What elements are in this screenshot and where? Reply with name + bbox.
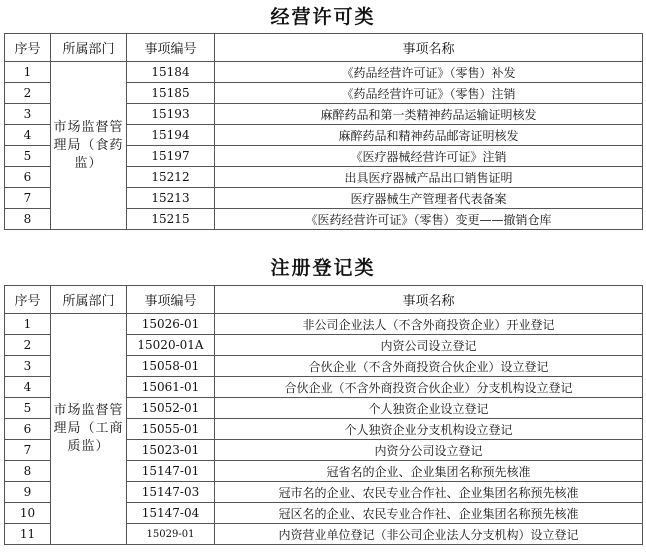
row-number: 4	[5, 377, 51, 398]
item-name: 冠省名的企业、企业集团名称预先核准	[215, 461, 643, 482]
item-name: 冠区名的企业、农民专业合作社、企业集团名称预先核准	[215, 503, 643, 524]
item-code: 15194	[127, 125, 215, 146]
item-code: 15026-01	[127, 314, 215, 335]
row-number: 3	[5, 104, 51, 125]
row-number: 2	[5, 335, 51, 356]
row-number: 7	[5, 440, 51, 461]
table-header-row	[5, 34, 643, 62]
item-name: 《药品经营许可证》（零售）补发	[215, 62, 643, 83]
item-code: 15052-01	[127, 398, 215, 419]
item-name: 出具医疗器械产品出口销售证明	[215, 167, 643, 188]
department-cell: 市场监督管理局（工商质监）	[51, 314, 127, 545]
item-name: 麻醉药品和精神药品邮寄证明核发	[215, 125, 643, 146]
item-name: 内资公司设立登记	[215, 335, 643, 356]
item-code: 15061-01	[127, 377, 215, 398]
header-department: 所属部门	[51, 34, 127, 62]
row-number: 4	[5, 125, 51, 146]
row-number: 10	[5, 503, 51, 524]
item-name: 冠市名的企业、农民专业合作社、企业集团名称预先核准	[215, 482, 643, 503]
row-number: 5	[5, 398, 51, 419]
item-name: 个人独资企业设立登记	[215, 398, 643, 419]
item-code: 15020-01A	[127, 335, 215, 356]
table-row	[5, 62, 643, 83]
item-name: 麻醉药品和第一类精神药品运输证明核发	[215, 104, 643, 125]
table-header-row	[5, 286, 643, 314]
header-item-name: 事项名称	[215, 34, 643, 62]
item-code: 15147-03	[127, 482, 215, 503]
item-code: 15197	[127, 146, 215, 167]
item-name: 合伙企业（不含外商投资合伙企业）设立登记	[215, 356, 643, 377]
row-number: 6	[5, 419, 51, 440]
header-item-code: 事项编号	[127, 34, 215, 62]
row-number: 8	[5, 461, 51, 482]
item-code: 15147-01	[127, 461, 215, 482]
item-code: 15184	[127, 62, 215, 83]
item-name: 内资营业单位登记（非公司企业法人分支机构）设立登记	[215, 524, 643, 545]
header-no: 序号	[5, 286, 51, 314]
item-name: 合伙企业（不含外商投资合伙企业）分支机构设立登记	[215, 377, 643, 398]
row-number: 1	[5, 314, 51, 335]
section-title-business-license: 经营许可类	[270, 6, 376, 28]
item-code: 15193	[127, 104, 215, 125]
row-number: 3	[5, 356, 51, 377]
row-number: 7	[5, 188, 51, 209]
row-number: 8	[5, 209, 51, 230]
item-name: 内资分公司设立登记	[215, 440, 643, 461]
item-name: 《药品经营许可证》（零售）注销	[215, 83, 643, 104]
item-code: 15023-01	[127, 440, 215, 461]
header-no: 序号	[5, 34, 51, 62]
business-license-table	[4, 33, 643, 230]
department-cell: 市场监督管理局（食药监）	[51, 62, 127, 230]
registration-table	[4, 285, 643, 545]
item-name: 《医疗器械经营许可证》注销	[215, 146, 643, 167]
header-item-code: 事项编号	[127, 286, 215, 314]
item-name: 个人独资企业分支机构设立登记	[215, 419, 643, 440]
header-department: 所属部门	[51, 286, 127, 314]
item-code: 15213	[127, 188, 215, 209]
item-name: 非公司企业法人（不含外商投资企业）开业登记	[215, 314, 643, 335]
row-number: 6	[5, 167, 51, 188]
table-row	[5, 314, 643, 335]
row-number: 11	[5, 524, 51, 545]
item-code: 15212	[127, 167, 215, 188]
row-number: 5	[5, 146, 51, 167]
item-code: 15147-04	[127, 503, 215, 524]
item-code: 15215	[127, 209, 215, 230]
item-code: 15185	[127, 83, 215, 104]
item-name: 医疗器械生产管理者代表备案	[215, 188, 643, 209]
section-title-registration: 注册登记类	[270, 257, 376, 279]
item-code: 15055-01	[127, 419, 215, 440]
item-code: 15058-01	[127, 356, 215, 377]
row-number: 9	[5, 482, 51, 503]
row-number: 1	[5, 62, 51, 83]
item-name: 《医药经营许可证》（零售）变更——撤销仓库	[215, 209, 643, 230]
header-item-name: 事项名称	[215, 286, 643, 314]
item-code: 15029-01	[127, 524, 215, 545]
row-number: 2	[5, 83, 51, 104]
